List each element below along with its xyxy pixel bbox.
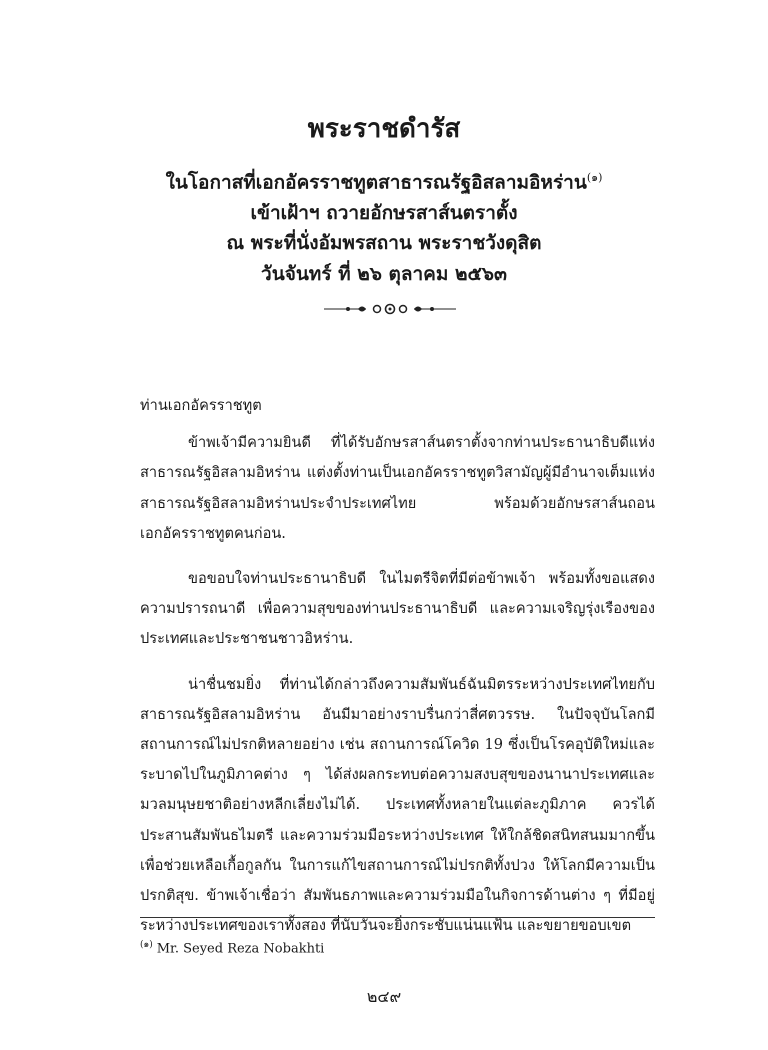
- speech-paragraph-1: ข้าพเจ้ามีความยินดี ที่ได้รับอักษรสาส์นตราตั้งจากท่านประธานาธิบดีแห่งสาธารณรัฐอิสลามอิหร่าน แต่งตั้งท่านเป็นเอกอัครราชทูตวิสามัญผู้มีอำนาจเต็มแห่งสาธารณรัฐอิสลามอิหร่านประจำประเทศไทย พร้อมด้วยอักษรสาส์นถอนเอกอัครราชทูตคนก่อน.: [140, 434, 655, 542]
- occasion-heading: [0, 163, 768, 289]
- footnote-text: Mr. Seyed Reza Nobakhti: [156, 941, 325, 957]
- speech-paragraph-3: น่าชื่นชมยิ่ง ที่ท่านได้กล่าวถึงความสัมพันธ์ฉันมิตรระหว่างประเทศไทยกับสาธารณรัฐอิสลามอิหร่าน อันมีมาอย่างราบรื่นกว่าสี่ศตวรรษ. ในปัจจุบันโลกมีสถานการณ์ไม่ปรกติหลายอย่าง เช่น สถานการณ์โควิด 19 ซึ่งเป็นโรคอุบัติใหม่และระบาดไปในภูมิภาคต่าง ๆ ได้ส่งผลกระทบต่อความสงบสุขของนานาประเทศและมวลมนุษยชาติอย่างหลีกเลี่ยงไม่ได้. ประเทศทั้งหลายในแต่ละภูมิภาค ควรได้ประสานสัมพันธไมตรี และความร่วมมือระหว่างประเทศ ให้ใกล้ชิดสนิทสนมมากขึ้นเพื่อช่วยเหลือเกื้อกูลกัน ในการแก้ไขสถานการณ์ไม่ปรกติทั้งปวง ให้โลกมีความเป็นปรกติสุข. ข้าพเจ้าเชื่อว่า สัมพันธภาพและความร่วมมือในกิจการด้านต่าง ๆ ที่มีอยู่ระหว่างประเทศของเราทั้งสอง ที่นับวันจะยิ่งกระชับแน่นแฟ้น และขยายขอบเขต: [140, 675, 655, 935]
- occasion-line-1: ในโอกาสที่เอกอัครราชทูตสาธารณรัฐอิสลามอิหร่าน$^{(๑)}$: [165, 171, 603, 194]
- footnote-divider: [140, 917, 655, 918]
- footnote-reference: (๑): [586, 171, 603, 184]
- occasion-line-2: เข้าเฝ้าฯ ถวายอักษรสาส์นตราตั้ง: [250, 201, 518, 224]
- speech-paragraph-2: ขอขอบใจท่านประธานาธิบดี ในไมตรีจิตที่มีต่อข้าพเจ้า พร้อมทั้งขอแสดงความปรารถนาดี เพื่อความสุขของท่านประธานาธิบดี และความเจริญรุ่งเรืองของประเทศและประชาชนชาวอิหร่าน.: [140, 570, 655, 648]
- footnote-marker: (๑): [140, 940, 153, 950]
- occasion-line-3: ณ พระที่นั่งอัมพรสถาน พระราชวังดุสิต: [226, 232, 542, 255]
- page-number: ๒๔๙: [366, 987, 402, 1006]
- decorative-divider-icon: [322, 300, 458, 318]
- salutation: ท่านเอกอัครราชทูต: [140, 397, 262, 414]
- page-title: พระราชดำรัส: [307, 114, 461, 144]
- occasion-line-4: วันจันทร์ ที่ ๒๖ ตุลาคม ๒๕๖๓: [261, 262, 507, 285]
- speech-body: [140, 391, 655, 956]
- footnote: [140, 936, 655, 958]
